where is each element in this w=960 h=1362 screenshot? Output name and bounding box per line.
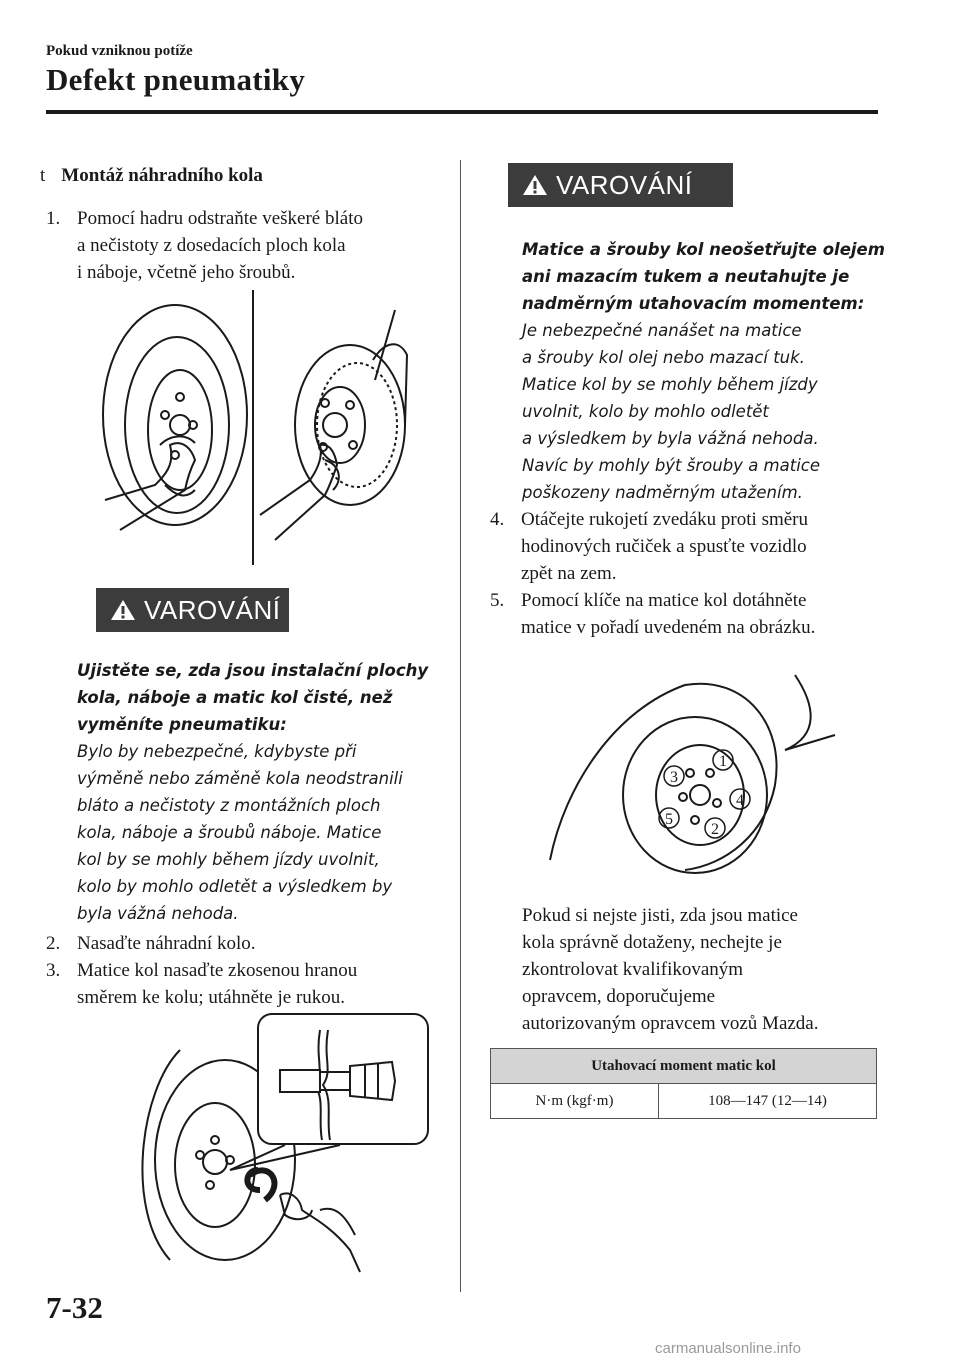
torque-table bbox=[490, 1048, 877, 1119]
warning-triangle-icon bbox=[110, 598, 136, 622]
step-number: 1. bbox=[46, 208, 61, 229]
warning-body-line: uvolnit, kolo by mohlo odletět bbox=[522, 402, 769, 421]
step-text-line: Pomocí hadru odstraňte veškeré bláto bbox=[77, 208, 363, 229]
warning-lead-line: Matice a šrouby kol neošetřujte olejem bbox=[522, 240, 885, 259]
wheel-nut-illustration bbox=[130, 1010, 430, 1275]
step-5 bbox=[490, 587, 910, 641]
warning-triangle-icon bbox=[522, 173, 548, 197]
hand-drawing bbox=[280, 1193, 360, 1272]
step-text-line: zpět na zem. bbox=[521, 563, 617, 584]
cleaning-illustration bbox=[95, 285, 425, 570]
warning-body-line: Navíc by mohly být šrouby a matice bbox=[522, 456, 821, 475]
step-text-line: matice v pořadí uvedeném na obrázku. bbox=[521, 617, 816, 638]
order-label-text: 3 bbox=[670, 769, 678, 786]
warning-1-text bbox=[77, 657, 457, 927]
step-number: 4. bbox=[490, 509, 505, 530]
wheel-drawing bbox=[550, 684, 777, 873]
warning-body-line: kolo by mohlo odletět a výsledkem by bbox=[77, 877, 393, 896]
step-1 bbox=[46, 205, 446, 286]
order-label-5 bbox=[659, 808, 679, 828]
warning-body-line: byla vážná nehoda. bbox=[77, 904, 239, 923]
step-text-line: a nečistoty z dosedacích ploch kola bbox=[77, 235, 346, 256]
step-4 bbox=[490, 506, 910, 587]
warning-lead-line: ani mazacím tukem a neutahujte je bbox=[522, 267, 850, 286]
step-text-line: hodinových ručiček a spusťte vozidlo bbox=[521, 536, 807, 557]
order-label-text: 1 bbox=[719, 753, 727, 770]
step-text-line: Nasaďte náhradní kolo. bbox=[77, 933, 256, 954]
step-number: 5. bbox=[490, 590, 505, 611]
page-title: Defekt pneumatiky bbox=[46, 62, 306, 97]
torque-unit-cell: N·m (kgf·m) bbox=[491, 1084, 659, 1119]
inset-detail bbox=[258, 1014, 428, 1144]
tightening-order-illustration bbox=[545, 665, 845, 885]
warning-body-line: Matice kol by se mohly během jízdy bbox=[522, 375, 818, 394]
step-number: 2. bbox=[46, 933, 61, 954]
warning-badge bbox=[96, 588, 289, 632]
warning-body-line: kola, náboje a šroubů náboje. Matice bbox=[77, 823, 382, 842]
order-label-text: 4 bbox=[736, 792, 744, 809]
torque-table-header: Utahovací moment matic kol bbox=[491, 1049, 877, 1084]
warning-label: VAROVÁNÍ bbox=[144, 594, 281, 625]
warning-body-line: a šrouby kol olej nebo mazací tuk. bbox=[522, 348, 805, 367]
warning-body-line: Bylo by nebezpečné, kdybyste při bbox=[77, 742, 357, 761]
note-text bbox=[522, 902, 922, 1037]
step-2 bbox=[46, 930, 446, 957]
section-label: Pokud vzniknou potíže bbox=[46, 43, 193, 59]
step-text-line: Otáčejte rukojetí zvedáku proti směru bbox=[521, 509, 809, 530]
warning-body-line: a výsledkem by byla vážná nehoda. bbox=[522, 429, 819, 448]
column-divider bbox=[460, 160, 461, 1292]
bullet-marker: t bbox=[40, 165, 46, 186]
warning-label: VAROVÁNÍ bbox=[556, 169, 693, 200]
step-text-line: Pomocí klíče na matice kol dotáhněte bbox=[521, 590, 807, 611]
step-number: 3. bbox=[46, 960, 61, 981]
page-number: 7-32 bbox=[46, 1290, 103, 1325]
torque-value-cell: 108—147 (12—14) bbox=[659, 1084, 877, 1119]
order-label-text: 5 bbox=[665, 811, 673, 828]
note-line: zkontrolovat kvalifikovaným bbox=[522, 959, 744, 980]
title-rule bbox=[46, 110, 878, 114]
warning-body-line: výměně nebo záměně kola neodstranili bbox=[77, 769, 403, 788]
warning-lead-line: Ujistěte se, zda jsou instalační plochy bbox=[77, 661, 429, 680]
order-label-text: 2 bbox=[711, 821, 719, 838]
warning-body-line: poškozeny nadměrným utažením. bbox=[522, 483, 803, 502]
step-text-line: i náboje, včetně jeho šroubů. bbox=[77, 262, 296, 283]
watermark: carmanualsonline.info bbox=[655, 1340, 801, 1357]
order-label-2 bbox=[705, 818, 725, 838]
note-line: autorizovaným opravcem vozů Mazda. bbox=[522, 1013, 819, 1034]
step-text-line: Matice kol nasaďte zkosenou hranou bbox=[77, 960, 358, 981]
rotation-arrow-icon bbox=[247, 1170, 274, 1200]
warning-body-line: kol by se mohly během jízdy uvolnit, bbox=[77, 850, 380, 869]
step-3 bbox=[46, 957, 446, 1011]
order-label-4 bbox=[730, 789, 750, 809]
subsection-title: Montáž náhradního kola bbox=[61, 165, 263, 186]
warning-lead-line: vyměníte pneumatiku: bbox=[77, 715, 287, 734]
warning-badge bbox=[508, 163, 733, 207]
order-label-1 bbox=[713, 750, 733, 770]
note-line: kola správně dotaženy, nechejte je bbox=[522, 932, 782, 953]
order-label-3 bbox=[664, 766, 684, 786]
warning-body-line: bláto a nečistoty z montážních ploch bbox=[77, 796, 381, 815]
fender-drawing bbox=[785, 675, 835, 750]
subsection-heading bbox=[40, 165, 263, 187]
warning-lead-line: nadměrným utahovacím momentem: bbox=[522, 294, 865, 313]
warning-lead-line: kola, náboje a matic kol čisté, než bbox=[77, 688, 393, 707]
warning-2-text bbox=[522, 236, 922, 506]
step-text-line: směrem ke kolu; utáhněte je rukou. bbox=[77, 987, 346, 1008]
note-line: opravcem, doporučujeme bbox=[522, 986, 716, 1007]
note-line: Pokud si nejste jisti, zda jsou matice bbox=[522, 905, 798, 926]
warning-body-line: Je nebezpečné nanášet na matice bbox=[522, 321, 802, 340]
